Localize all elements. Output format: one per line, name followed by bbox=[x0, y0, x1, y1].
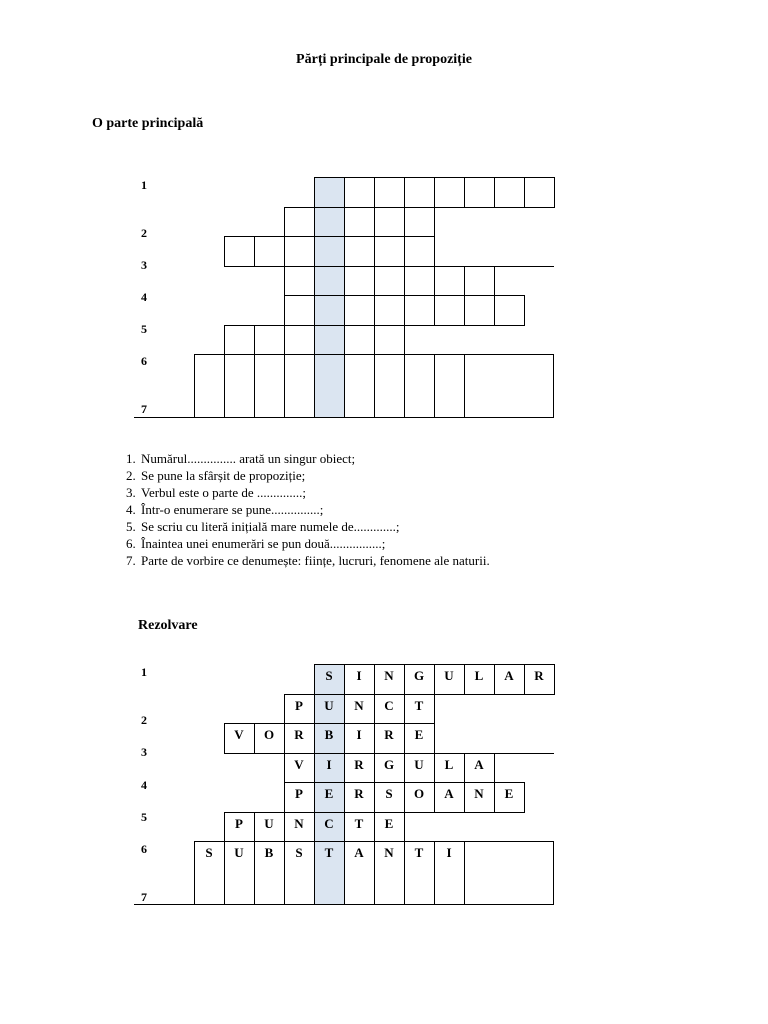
crossword-letter: A bbox=[354, 845, 364, 860]
crossword-cell bbox=[464, 295, 495, 326]
crossword-letter: V bbox=[234, 727, 244, 742]
grid-line bbox=[434, 266, 554, 267]
crossword-cell bbox=[464, 177, 495, 208]
crossword-letter: U bbox=[234, 845, 244, 860]
crossword-letter: A bbox=[444, 786, 454, 801]
page-title: Părți principale de propoziție bbox=[296, 52, 472, 67]
crossword-letter: P bbox=[295, 786, 303, 801]
crossword-cell bbox=[374, 207, 405, 238]
row-number: 7 bbox=[141, 402, 147, 416]
crossword-cell bbox=[344, 295, 375, 326]
crossword-letter: P bbox=[235, 815, 243, 831]
grid-line bbox=[434, 753, 554, 754]
crossword-letter: S bbox=[295, 845, 303, 860]
crossword-letter: G bbox=[383, 756, 395, 772]
crossword-letter: N bbox=[354, 697, 364, 713]
crossword-cell bbox=[224, 354, 255, 418]
crossword-cell bbox=[224, 325, 255, 356]
crossword-cell bbox=[374, 325, 405, 356]
grid-line bbox=[404, 325, 524, 326]
crossword-cell bbox=[254, 236, 285, 267]
crossword-letter: G bbox=[413, 668, 425, 683]
crossword-letter: T bbox=[414, 845, 424, 860]
crossword-letter: N bbox=[384, 668, 394, 683]
crossword-letter: A bbox=[504, 668, 514, 683]
row-number: 4 bbox=[141, 290, 147, 304]
crossword-letter: R bbox=[294, 727, 304, 742]
crossword-letter: L bbox=[444, 756, 454, 772]
crossword-letter: I bbox=[326, 756, 332, 772]
clue-item: 7. Parte de vorbire ce denumește: ființe, lucruri, fenomene ale naturii. bbox=[139, 552, 490, 569]
crossword-cell bbox=[284, 295, 315, 326]
crossword-cell bbox=[344, 266, 375, 297]
crossword-letter: N bbox=[384, 845, 394, 860]
clue-list bbox=[118, 450, 490, 569]
crossword-letter: C bbox=[384, 697, 394, 713]
crossword-cell bbox=[524, 177, 555, 208]
crossword-letter: E bbox=[504, 786, 514, 801]
crossword-cell bbox=[434, 354, 465, 418]
crossword-cell bbox=[314, 177, 345, 208]
crossword-cell bbox=[434, 177, 465, 208]
clue-item: 1. Numărul............... arată un singur obiect; bbox=[139, 450, 490, 467]
crossword-letter: E bbox=[324, 786, 334, 801]
crossword-letter: R bbox=[534, 668, 544, 683]
crossword-letter: N bbox=[474, 786, 484, 801]
crossword-letter: S bbox=[205, 845, 213, 860]
crossword-cell bbox=[464, 266, 495, 297]
row-number: 7 bbox=[141, 890, 147, 904]
crossword-cell bbox=[194, 354, 225, 418]
crossword-cell bbox=[464, 354, 554, 418]
section-heading-solution: Rezolvare bbox=[138, 618, 198, 633]
crossword-letter: T bbox=[354, 815, 364, 831]
grid-line bbox=[404, 812, 524, 813]
clue-item: 2. Se pune la sfârșit de propoziție; bbox=[139, 467, 490, 484]
crossword-cell bbox=[374, 236, 405, 267]
row-number: 6 bbox=[141, 842, 147, 856]
crossword-cell bbox=[404, 207, 435, 238]
crossword-cell bbox=[284, 266, 315, 297]
section-heading-puzzle: O parte principală bbox=[92, 116, 204, 131]
crossword-letter: B bbox=[264, 845, 274, 860]
crossword-cell bbox=[374, 354, 405, 418]
row-number: 5 bbox=[141, 810, 147, 824]
crossword-cell bbox=[374, 295, 405, 326]
crossword-letter: S bbox=[385, 786, 393, 801]
crossword-cell bbox=[284, 325, 315, 356]
crossword-letter: N bbox=[294, 815, 304, 831]
crossword-cell bbox=[494, 295, 525, 326]
row-number: 2 bbox=[141, 226, 147, 240]
row-number: 6 bbox=[141, 354, 147, 368]
crossword-letter: U bbox=[444, 668, 454, 683]
crossword-letter: B bbox=[324, 727, 334, 742]
crossword-cell bbox=[464, 841, 554, 905]
crossword-letter: U bbox=[324, 697, 334, 713]
crossword-letter: U bbox=[414, 756, 424, 772]
crossword-cell bbox=[494, 177, 525, 208]
crossword-letter: L bbox=[474, 668, 484, 683]
crossword-letter: O bbox=[263, 727, 275, 742]
crossword-cell bbox=[344, 207, 375, 238]
crossword-cell bbox=[314, 325, 345, 356]
crossword-cell bbox=[254, 354, 285, 418]
crossword-cell bbox=[314, 295, 345, 326]
row-number: 2 bbox=[141, 713, 147, 727]
crossword-letter: P bbox=[295, 697, 303, 713]
crossword-cell bbox=[404, 236, 435, 267]
crossword-cell bbox=[254, 325, 285, 356]
crossword-letter: I bbox=[356, 668, 362, 683]
crossword-letter: V bbox=[294, 756, 304, 772]
crossword-cell bbox=[404, 177, 435, 208]
crossword-letter: U bbox=[264, 815, 274, 831]
crossword-cell bbox=[314, 266, 345, 297]
crossword-letter: A bbox=[474, 756, 484, 772]
row-number: 4 bbox=[141, 778, 147, 792]
crossword-letter: O bbox=[413, 786, 425, 801]
row-number: 3 bbox=[141, 258, 147, 272]
crossword-letter: I bbox=[446, 845, 452, 860]
crossword-cell bbox=[284, 236, 315, 267]
crossword-letter: R bbox=[384, 727, 394, 742]
crossword-cell bbox=[314, 354, 345, 418]
clue-item: 3. Verbul este o parte de ..............; bbox=[139, 484, 490, 501]
crossword-cell bbox=[374, 266, 405, 297]
crossword-cell bbox=[344, 325, 375, 356]
crossword-cell bbox=[404, 354, 435, 418]
crossword-letter: E bbox=[414, 727, 424, 742]
crossword-letter: I bbox=[356, 727, 362, 742]
crossword-cell bbox=[224, 236, 255, 267]
row-number: 1 bbox=[141, 178, 147, 192]
crossword-cell bbox=[434, 266, 465, 297]
crossword-cell bbox=[344, 177, 375, 208]
crossword-cell bbox=[374, 177, 405, 208]
crossword-cell bbox=[404, 295, 435, 326]
crossword-cell bbox=[284, 207, 315, 238]
crossword-cell bbox=[314, 207, 345, 238]
crossword-cell bbox=[434, 295, 465, 326]
row-number: 3 bbox=[141, 745, 147, 759]
crossword-letter: E bbox=[384, 815, 394, 831]
clue-item: 5. Se scriu cu literă inițială mare numele de.............; bbox=[139, 518, 490, 535]
row-number: 1 bbox=[141, 665, 147, 679]
crossword-letter: T bbox=[324, 845, 334, 860]
crossword-letter: R bbox=[354, 786, 364, 801]
crossword-cell bbox=[344, 236, 375, 267]
clue-item: 6. Înaintea unei enumerări se pun două................; bbox=[139, 535, 490, 552]
crossword-cell bbox=[344, 354, 375, 418]
row-number: 5 bbox=[141, 322, 147, 336]
crossword-cell bbox=[284, 354, 315, 418]
crossword-cell bbox=[404, 266, 435, 297]
crossword-cell bbox=[314, 236, 345, 267]
crossword-letter: T bbox=[414, 697, 424, 713]
crossword-letter: C bbox=[324, 815, 334, 831]
clue-item: 4. Într-o enumerare se pune...............; bbox=[139, 501, 490, 518]
crossword-letter: R bbox=[354, 756, 364, 772]
crossword-letter: S bbox=[325, 668, 333, 683]
